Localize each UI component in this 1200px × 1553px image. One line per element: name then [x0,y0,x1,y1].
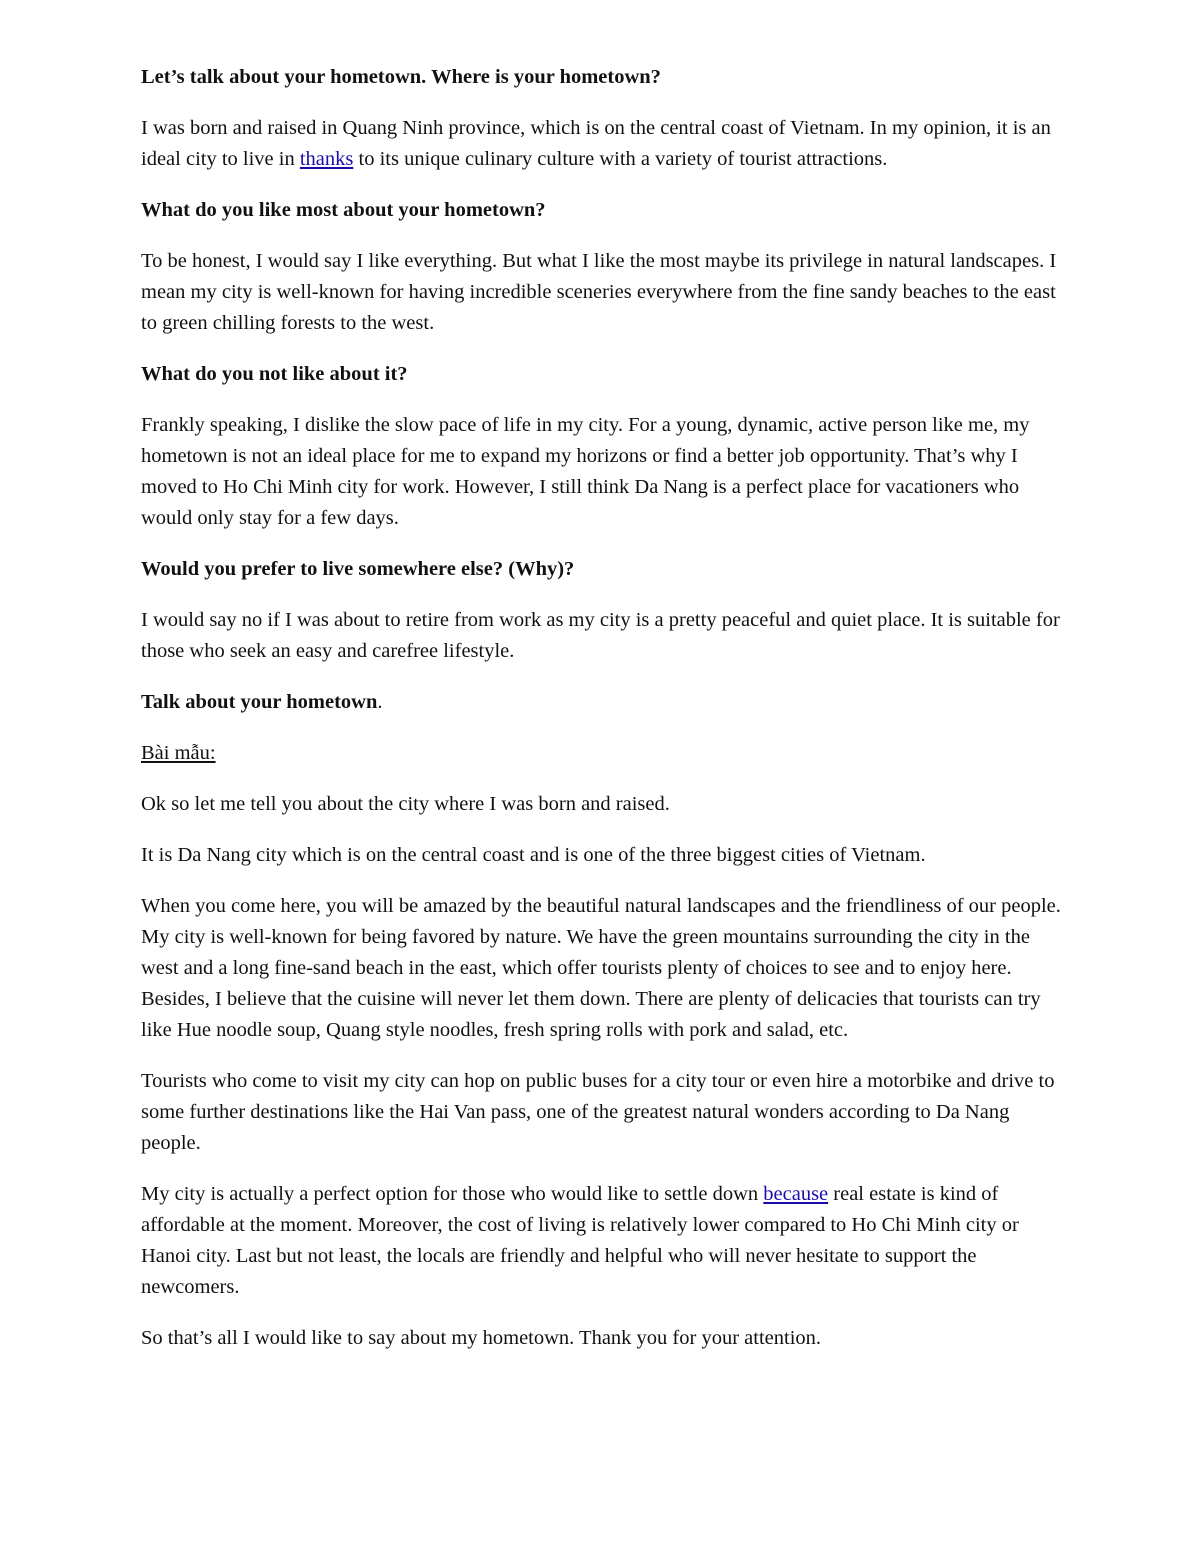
sample-paragraph-3: When you come here, you will be amazed by the beautiful natural landscapes and the friendliness of our people. My city is well-known for being favored by nature. We have the green mountains surrounding the city in the west and a long fine-sand beach in the east, which offer tourists plenty of choices to see and to enjoy here. Besides, I believe that the cuisine will never let them down. There are plenty of delicacies that tourists can try like Hue noodle soup, Quang style noodles, fresh spring rolls with pork and salad, etc. [141,895,1061,1041]
question-like-most: What do you like most about your hometown? [141,199,546,221]
answer-live-elsewhere: I would say no if I was about to retire from work as my city is a pretty peaceful and quiet place. It is suitable for those who seek an easy and carefree lifestyle. [141,609,1060,662]
question-talk-hometown [141,687,1066,718]
sample-paragraph-1: Ok so let me tell you about the city where I was born and raised. [141,793,670,815]
sample-text: real estate is kind of affordable at the moment. Moreover, the cost of living is relatively lower compared to Ho Chi Minh city or Hanoi city. Last but not least, the locals are friendly and helpful who will never hesitate to support the newcomers. [141,1183,1019,1298]
answer-like-most: To be honest, I would say I like everything. But what I like the most maybe its privilege in natural landscapes. I mean my city is well-known for having incredible sceneries everywhere from the fine sandy beaches to the east to green chilling forests to the west. [141,250,1057,334]
sample-paragraph-6: So that’s all I would like to say about my hometown. Thank you for your attention. [141,1327,822,1349]
document-page [141,62,1066,1374]
question-hometown-where: Let’s talk about your hometown. Where is your hometown? [141,66,661,88]
answer-not-like: Frankly speaking, I dislike the slow pace of life in my city. For a young, dynamic, active person like me, my hometown is not an ideal place for me to expand my horizons or find a better job opportunity. That’s why I moved to Ho Chi Minh city for work. However, I still think Da Nang is a perfect place for vacationers who would only stay for a few days. [141,414,1030,529]
because-link[interactable]: because [763,1183,829,1205]
answer-hometown-where [141,113,1066,175]
sample-paragraph-5 [141,1179,1066,1303]
sample-paragraph-2: It is Da Nang city which is on the central coast and is one of the three biggest cities of Vietnam. [141,844,926,866]
question-not-like: What do you not like about it? [141,363,408,385]
sample-heading [141,738,1066,769]
sample-text: My city is actually a perfect option for those who would like to settle down [141,1183,764,1205]
question-live-elsewhere: Would you prefer to live somewhere else? (Why)? [141,558,575,580]
sample-label: Bài mẫu: [141,742,216,764]
thanks-link[interactable]: thanks [299,148,354,170]
answer-text: to its unique culinary culture with a variety of tourist attractions. [353,148,888,170]
sample-paragraph-4: Tourists who come to visit my city can hop on public buses for a city tour or even hire a motorbike and drive to some further destinations like the Hai Van pass, one of the greatest natural wonders according to Da Nang people. [141,1070,1055,1154]
question-talk-hometown-text: Talk about your hometown [141,691,378,713]
question-talk-hometown-punct: . [377,691,383,713]
answer-text: I was born and raised in Quang Ninh province, which is on the central coast of Vietnam. In my opinion, it is an ideal city to live in [141,117,1051,170]
